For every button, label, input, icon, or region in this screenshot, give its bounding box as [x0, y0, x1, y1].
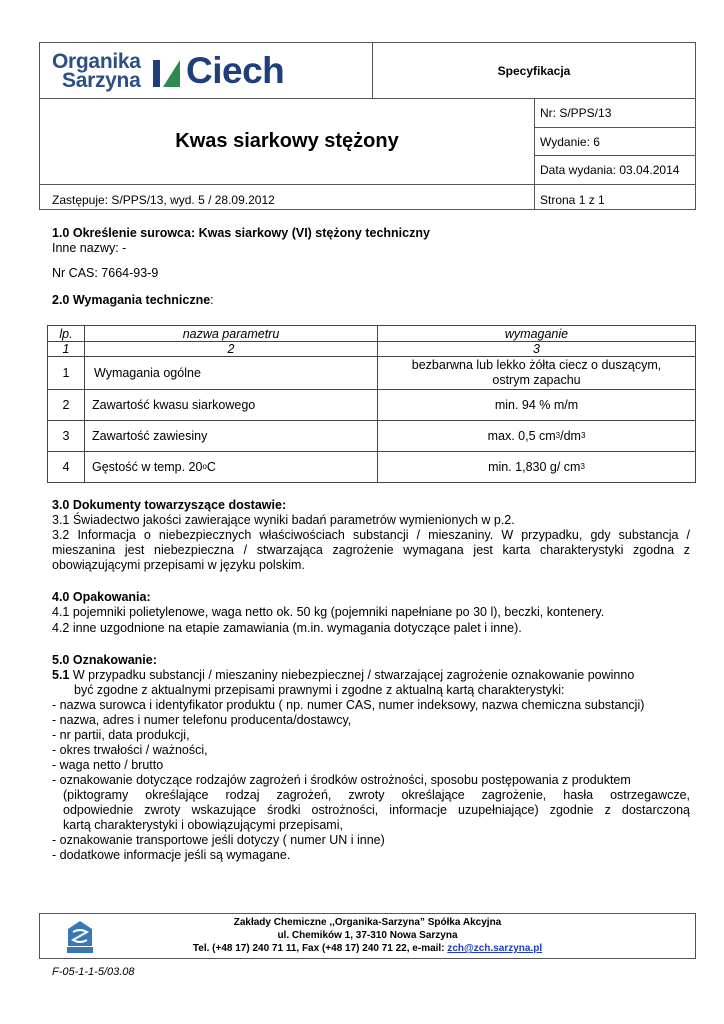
table-number-row: 1 2 3	[48, 342, 695, 357]
list-item: - nr partii, data produkcji,	[52, 728, 190, 742]
section-5-item-1-cont: być zgodne z aktualnymi przepisami prawnymi i zgodne z aktualną kartą charakterystyki:	[74, 683, 565, 697]
table-row: 3 Zawartość zawiesiny max. 0,5 cm 3 /dm 3	[48, 421, 695, 452]
list-item: - nazwa surowca i identyfikator produktu ( np. numer CAS, numer indeksowy, nazwa chemiczna substancji)	[52, 698, 645, 712]
requirements-table	[47, 325, 696, 483]
list-item-cont: odpowiednie zwroty wskazujące środki ostrożności, informacje uzupełniające) zgodnie z dostarczoną	[63, 803, 690, 817]
form-number: F-05-1-1-5/03.08	[52, 966, 135, 978]
footer-address: ul. Chemików 1, 37-310 Nowa Sarzyna	[277, 930, 458, 941]
section-3-heading: 3.0 Dokumenty towarzyszące dostawie:	[52, 498, 287, 512]
document-number: Nr: S/PPS/13	[540, 106, 612, 120]
list-item: - dodatkowe informacje jeśli są wymagane.	[52, 848, 291, 862]
footer-company-name: Zakłady Chemiczne ,,Organika-Sarzyna” Spółka Akcyjna	[233, 917, 502, 928]
company-logo	[50, 51, 350, 93]
ciech-mark-icon	[153, 60, 180, 87]
section-2-heading: 2.0 Wymagania techniczne:	[52, 293, 214, 307]
table-row: 4 Gęstość w temp. 20 o C min. 1,830 g/ cm 3	[62, 460, 585, 474]
cas-number: Nr CAS: 7664-93-9	[52, 266, 159, 280]
logo-organika-sarzyna: Organika Sarzyna	[52, 50, 141, 92]
page-number: Strona 1 z 1	[540, 193, 605, 207]
list-item-cont: (piktogramy określające rodzaj zagrożeń, zwroty określające zagrożenie, hasła ostrzegawcze,	[63, 788, 690, 802]
table-row: 2 Zawartość kwasu siarkowego min. 94 % m/m	[48, 390, 695, 421]
list-item-cont: kartą charakterystyki i obowiązującymi przepisami,	[63, 818, 343, 832]
replaces-info: Zastępuje: S/PPS/13, wyd. 5 / 28.09.2012	[52, 193, 275, 207]
section-3-item-2: 3.2 Informacja o niebezpiecznych właściwościach substancji / mieszaniny. W przypadku, gdy substancja / mieszanina jest niebezpieczna / stwarzająca zagrożenie wymagana jest karta charakterystyki zgodna z obowiązującymi przepisami w języku polskim.	[52, 528, 690, 572]
section-4-item-1: 4.1 pojemniki polietylenowe, waga netto ok. 50 kg (pojemniki napełniane po 30 l), beczki, kontenery.	[52, 605, 605, 619]
issue-date: Data wydania: 03.04.2014	[540, 163, 680, 177]
section-5-heading: 5.0 Oznakowanie:	[52, 653, 157, 667]
section-5-item-1: 5.1 W przypadku substancji / mieszaniny niebezpiecznej / stwarzającej zagrożenie oznakowanie powinno	[52, 668, 635, 682]
footer-box	[39, 913, 696, 959]
section-4-item-2: 4.2 inne uzgodnione na etapie zamawiania (m.in. wymagania dotyczące palet i inne).	[52, 621, 522, 635]
section-4-heading: 4.0 Opakowania:	[52, 590, 151, 604]
header-table	[39, 42, 696, 210]
specification-label: Specyfikacja	[497, 63, 571, 78]
table-header-row: lp. nazwa parametru wymaganie	[48, 326, 695, 342]
list-item: - okres trwałości / ważności,	[52, 743, 208, 757]
section-1-heading: 1.0 Określenie surowca: Kwas siarkowy (VI) stężony techniczny	[52, 226, 430, 240]
email-link[interactable]: zch@zch.sarzyna.pl	[447, 943, 543, 954]
list-item: - waga netto / brutto	[52, 758, 164, 772]
list-item: - oznakowanie dotyczące rodzajów zagrożeń i środków ostrożności, sposobu postępowania z produktem	[52, 773, 631, 787]
edition: Wydanie: 6	[540, 135, 600, 149]
footer-contact: Tel. (+48 17) 240 71 11, Fax (+48 17) 240 71 22, e-mail: zch@zch.sarzyna.pl	[192, 943, 543, 954]
logo-ciech: Ciech	[186, 50, 285, 91]
document-title: Kwas siarkowy stężony	[175, 129, 399, 152]
table-row: 1 Wymagania ogólne bezbarwna lub lekko żółta ciecz o duszącym, ostrym zapachu	[48, 357, 695, 390]
other-names: Inne nazwy: -	[52, 241, 127, 255]
list-item: - oznakowanie transportowe jeśli dotyczy ( numer UN i inne)	[52, 833, 385, 847]
section-3-item-1: 3.1 Świadectwo jakości zawierające wyniki badań parametrów wymienionych w p.2.	[52, 513, 515, 527]
list-item: - nazwa, adres i numer telefonu producenta/dostawcy,	[52, 713, 352, 727]
